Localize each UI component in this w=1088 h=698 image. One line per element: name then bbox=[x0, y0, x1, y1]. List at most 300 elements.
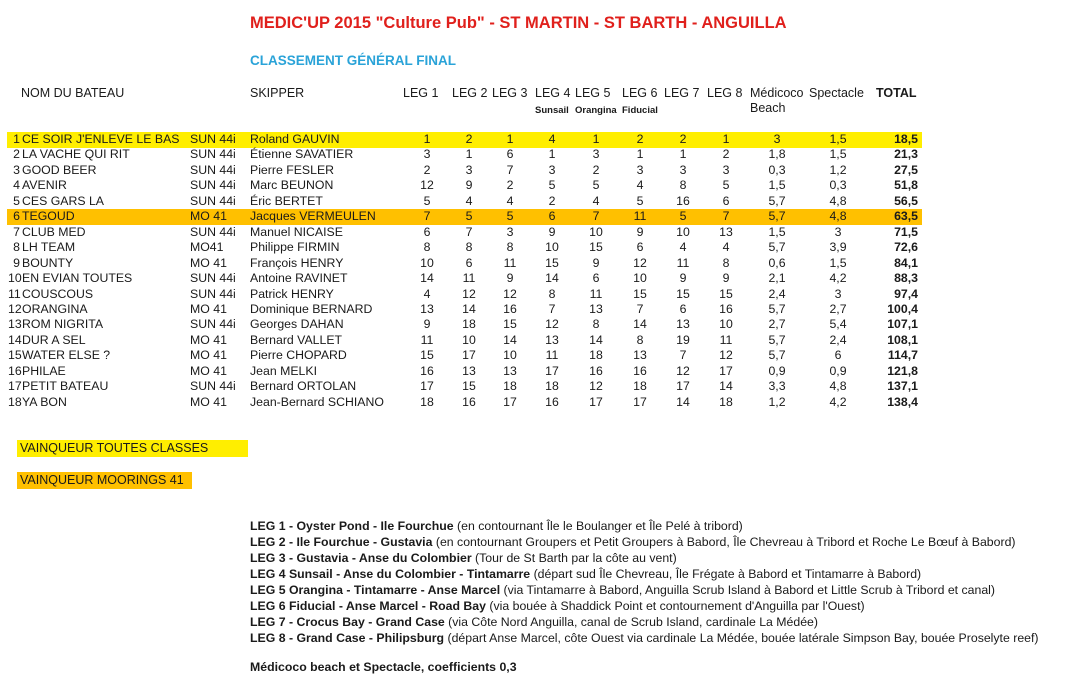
boat-cell: ORANGINA bbox=[22, 301, 88, 316]
leg4-cell: 11 bbox=[545, 348, 559, 363]
boat-type-cell: SUN 44i bbox=[190, 162, 236, 177]
skipper-cell: Dominique BERNARD bbox=[250, 301, 373, 316]
total-cell: 56,5 bbox=[894, 193, 918, 208]
leg3-cell: 1 bbox=[506, 132, 514, 146]
medicoco-cell: 5,7 bbox=[768, 193, 786, 208]
leg2-cell: 1 bbox=[465, 147, 473, 162]
skipper-cell: Pierre CHOPARD bbox=[250, 348, 347, 363]
leg6-cell: 2 bbox=[636, 132, 644, 146]
leg7-cell: 7 bbox=[679, 348, 687, 363]
leg8-cell: 14 bbox=[719, 379, 733, 394]
total-cell: 114,7 bbox=[887, 348, 918, 363]
header-sub-orangina: Orangina bbox=[575, 105, 617, 116]
skipper-cell: Roland GAUVIN bbox=[250, 132, 340, 146]
medicoco-cell: 2,1 bbox=[768, 271, 786, 286]
boat-cell: LH TEAM bbox=[22, 240, 76, 255]
leg4-cell: 6 bbox=[548, 209, 556, 224]
leg7-cell: 10 bbox=[676, 224, 690, 239]
medicoco-cell: 1,5 bbox=[768, 224, 786, 239]
leg4-cell: 5 bbox=[548, 178, 556, 193]
leg6-cell: 14 bbox=[633, 317, 647, 332]
rank-cell: 2 bbox=[13, 147, 20, 162]
legend-leg-detail: (départ sud Île Chevreau, Île Frégate à Babord et Tintamarre à Babord) bbox=[530, 567, 922, 581]
header-boat: NOM DU BATEAU bbox=[21, 86, 125, 100]
rank-cell: 15 bbox=[8, 348, 22, 363]
leg5-cell: 6 bbox=[592, 271, 600, 286]
header-leg8: LEG 8 bbox=[707, 86, 743, 100]
leg1-cell: 1 bbox=[423, 132, 431, 146]
skipper-cell: Jean-Bernard SCHIANO bbox=[250, 394, 384, 409]
table-row bbox=[0, 302, 1088, 318]
leg1-cell: 2 bbox=[423, 162, 431, 177]
leg3-cell: 3 bbox=[506, 224, 514, 239]
leg3-cell: 4 bbox=[506, 193, 514, 208]
skipper-cell: Étienne SAVATIER bbox=[250, 147, 354, 162]
leg4-cell: 10 bbox=[545, 240, 559, 255]
leg3-cell: 12 bbox=[503, 286, 517, 301]
leg3-cell: 11 bbox=[503, 255, 517, 270]
boat-type-cell: SUN 44i bbox=[190, 224, 236, 239]
medicoco-cell: 0,6 bbox=[768, 255, 786, 270]
leg6-cell: 9 bbox=[636, 224, 644, 239]
leg4-cell: 1 bbox=[548, 147, 556, 162]
legend-leg-detail: (Tour de St Barth par la côte au vent) bbox=[471, 551, 677, 565]
leg5-cell: 12 bbox=[589, 379, 603, 394]
leg7-cell: 4 bbox=[679, 240, 687, 255]
table-row bbox=[0, 240, 1088, 256]
header-leg6: LEG 6 bbox=[622, 86, 658, 100]
rank-cell: 4 bbox=[13, 178, 20, 193]
leg2-cell: 11 bbox=[462, 271, 476, 286]
legend-leg-title: LEG 7 - Crocus Bay - Grand Case bbox=[250, 615, 445, 629]
spectacle-cell: 3,9 bbox=[829, 240, 847, 255]
boat-cell: BOUNTY bbox=[22, 255, 74, 270]
header-leg4: LEG 4 bbox=[535, 86, 571, 100]
leg3-cell: 8 bbox=[506, 240, 514, 255]
total-cell: 63,5 bbox=[894, 209, 918, 224]
spectacle-cell: 0,3 bbox=[829, 178, 847, 193]
leg3-cell: 6 bbox=[506, 147, 514, 162]
leg2-cell: 6 bbox=[465, 255, 473, 270]
spectacle-cell: 0,9 bbox=[829, 363, 847, 378]
leg8-cell: 6 bbox=[722, 193, 730, 208]
leg4-cell: 12 bbox=[545, 317, 559, 332]
header-spectacle: Spectacle bbox=[809, 86, 864, 100]
leg7-cell: 12 bbox=[676, 363, 690, 378]
total-cell: 97,4 bbox=[894, 286, 918, 301]
leg7-cell: 3 bbox=[679, 162, 687, 177]
leg6-cell: 4 bbox=[636, 178, 644, 193]
legend-leg-detail: (départ Anse Marcel, côte Ouest via cardinale La Médée, bouée latérale Simpson Bay, bouée Proselyte reef) bbox=[444, 631, 1039, 645]
spectacle-cell: 3 bbox=[834, 224, 842, 239]
leg6-cell: 3 bbox=[636, 162, 644, 177]
spectacle-cell: 2,4 bbox=[829, 332, 847, 347]
leg3-cell: 13 bbox=[503, 363, 517, 378]
leg8-cell: 10 bbox=[719, 317, 733, 332]
medicoco-cell: 1,2 bbox=[768, 394, 786, 409]
leg4-cell: 7 bbox=[548, 301, 556, 316]
leg2-cell: 15 bbox=[462, 379, 476, 394]
table-row bbox=[0, 317, 1088, 333]
leg2-cell: 12 bbox=[462, 286, 476, 301]
spectacle-cell: 1,5 bbox=[829, 255, 847, 270]
boat-cell: WATER ELSE ? bbox=[22, 348, 111, 363]
rank-cell: 13 bbox=[8, 317, 22, 332]
boat-cell: DUR A SEL bbox=[22, 332, 86, 347]
skipper-cell: Patrick HENRY bbox=[250, 286, 334, 301]
leg6-cell: 18 bbox=[633, 379, 647, 394]
medicoco-cell: 2,7 bbox=[768, 317, 786, 332]
medicoco-cell: 5,7 bbox=[768, 301, 786, 316]
leg1-cell: 12 bbox=[420, 178, 434, 193]
rank-cell: 16 bbox=[8, 363, 22, 378]
rank-cell: 8 bbox=[13, 240, 20, 255]
leg5-cell: 7 bbox=[592, 209, 600, 224]
rank-cell: 5 bbox=[13, 193, 20, 208]
leg4-cell: 18 bbox=[545, 379, 559, 394]
leg7-cell: 5 bbox=[679, 209, 687, 224]
header-sub-sunsail: Sunsail bbox=[535, 105, 569, 116]
table-row bbox=[0, 178, 1088, 194]
spectacle-cell: 1,5 bbox=[829, 147, 847, 162]
leg2-cell: 7 bbox=[465, 224, 473, 239]
medicoco-cell: 2,4 bbox=[768, 286, 786, 301]
leg2-cell: 16 bbox=[462, 394, 476, 409]
medicoco-cell: 5,7 bbox=[768, 209, 786, 224]
rank-cell: 14 bbox=[8, 332, 22, 347]
boat-type-cell: MO41 bbox=[190, 240, 224, 255]
leg7-cell: 16 bbox=[676, 193, 690, 208]
total-cell: 18,5 bbox=[894, 132, 918, 146]
leg1-cell: 9 bbox=[423, 317, 431, 332]
leg6-cell: 15 bbox=[633, 286, 647, 301]
boat-type-cell: SUN 44i bbox=[190, 379, 236, 394]
leg5-cell: 5 bbox=[592, 178, 600, 193]
leg3-cell: 17 bbox=[503, 394, 517, 409]
boat-cell: CLUB MED bbox=[22, 224, 86, 239]
leg8-cell: 17 bbox=[719, 363, 733, 378]
legend-line bbox=[250, 535, 1016, 549]
leg4-cell: 8 bbox=[548, 286, 556, 301]
leg5-cell: 8 bbox=[592, 317, 600, 332]
header-leg2: LEG 2 bbox=[452, 86, 488, 100]
spectacle-cell: 3 bbox=[834, 286, 842, 301]
legend-leg-detail: (via Côte Nord Anguilla, canal de Scrub Island, cardinale La Médée) bbox=[444, 615, 818, 629]
leg6-cell: 7 bbox=[636, 301, 644, 316]
boat-type-cell: SUN 44i bbox=[190, 132, 236, 146]
leg8-cell: 7 bbox=[722, 209, 730, 224]
rank-cell: 6 bbox=[13, 209, 20, 224]
winner-all-classes: VAINQUEUR TOUTES CLASSES bbox=[17, 440, 248, 457]
legend-leg-title: LEG 3 - Gustavia - Anse du Colombier bbox=[250, 551, 472, 565]
table-row bbox=[0, 395, 1088, 411]
medicoco-cell: 0,9 bbox=[768, 363, 786, 378]
boat-type-cell: SUN 44i bbox=[190, 147, 236, 162]
header-skipper: SKIPPER bbox=[250, 86, 305, 100]
leg5-cell: 14 bbox=[589, 332, 603, 347]
leg1-cell: 17 bbox=[420, 379, 434, 394]
table-row bbox=[0, 271, 1088, 287]
total-cell: 21,3 bbox=[894, 147, 918, 162]
leg7-cell: 9 bbox=[679, 271, 687, 286]
table-row bbox=[0, 194, 1088, 210]
spectacle-cell: 4,2 bbox=[829, 271, 847, 286]
legend-line bbox=[250, 615, 818, 629]
legend-leg-title: LEG 4 Sunsail - Anse du Colombier - Tintamarre bbox=[250, 567, 531, 581]
skipper-cell: Philippe FIRMIN bbox=[250, 240, 340, 255]
spectacle-cell: 4,8 bbox=[829, 379, 847, 394]
coefficients-note: Médicoco beach et Spectacle, coefficients 0,3 bbox=[250, 660, 517, 674]
boat-type-cell: MO 41 bbox=[190, 332, 227, 347]
leg5-cell: 16 bbox=[589, 363, 603, 378]
legend-leg-title: LEG 2 - Ile Fourchue - Gustavia bbox=[250, 535, 433, 549]
spectacle-cell: 4,8 bbox=[829, 209, 847, 224]
rank-cell: 18 bbox=[8, 394, 22, 409]
table-row bbox=[0, 147, 1088, 163]
leg1-cell: 15 bbox=[420, 348, 434, 363]
leg5-cell: 11 bbox=[589, 286, 603, 301]
header-sub-fiducial: Fiducial bbox=[622, 105, 658, 116]
header-leg5: LEG 5 bbox=[575, 86, 611, 100]
leg1-cell: 18 bbox=[420, 394, 434, 409]
rank-cell: 1 bbox=[13, 132, 20, 146]
spectacle-cell: 1,5 bbox=[829, 132, 847, 146]
spectacle-cell: 5,4 bbox=[829, 317, 847, 332]
boat-cell: GOOD BEER bbox=[22, 162, 97, 177]
boat-type-cell: SUN 44i bbox=[190, 317, 236, 332]
leg3-cell: 16 bbox=[503, 301, 517, 316]
leg2-cell: 14 bbox=[462, 301, 476, 316]
leg1-cell: 6 bbox=[423, 224, 431, 239]
rank-cell: 12 bbox=[8, 301, 22, 316]
boat-type-cell: MO 41 bbox=[190, 255, 227, 270]
table-row bbox=[0, 348, 1088, 364]
skipper-cell: Antoine RAVINET bbox=[250, 271, 348, 286]
leg4-cell: 3 bbox=[548, 162, 556, 177]
spectacle-cell: 4,2 bbox=[829, 394, 847, 409]
medicoco-cell: 0,3 bbox=[768, 162, 786, 177]
total-cell: 121,8 bbox=[887, 363, 918, 378]
legend-leg-detail: (via Tintamarre à Babord, Anguilla Scrub Island à Babord et Little Scrub à Tribord et canal) bbox=[500, 583, 995, 597]
boat-cell: TEGOUD bbox=[22, 209, 75, 224]
leg8-cell: 8 bbox=[722, 255, 730, 270]
legend-leg-detail: (en contournant Groupers et Petit Groupers à Babord, Île Chevreau à Tribord et Roche Le Bœuf à Babord) bbox=[432, 535, 1016, 549]
rank-cell: 17 bbox=[8, 379, 22, 394]
boat-type-cell: MO 41 bbox=[190, 301, 227, 316]
boat-type-cell: SUN 44i bbox=[190, 178, 236, 193]
rank-cell: 7 bbox=[13, 224, 20, 239]
page-subtitle: CLASSEMENT GÉNÉRAL FINAL bbox=[250, 53, 457, 68]
legend-leg-title: LEG 1 - Oyster Pond - Ile Fourchue bbox=[250, 519, 454, 533]
legend-line bbox=[250, 567, 921, 581]
medicoco-cell: 5,7 bbox=[768, 332, 786, 347]
leg7-cell: 19 bbox=[676, 332, 690, 347]
spectacle-cell: 4,8 bbox=[829, 193, 847, 208]
total-cell: 100,4 bbox=[887, 301, 918, 316]
legend-leg-detail: (via bouée à Shaddick Point et contournement d'Anguilla par l'Ouest) bbox=[485, 599, 865, 613]
total-cell: 108,1 bbox=[887, 332, 918, 347]
leg2-cell: 3 bbox=[465, 162, 473, 177]
rank-cell: 3 bbox=[13, 162, 20, 177]
leg7-cell: 17 bbox=[676, 379, 690, 394]
legend-leg-title: LEG 8 - Grand Case - Philipsburg bbox=[250, 631, 445, 645]
boat-type-cell: SUN 44i bbox=[190, 193, 236, 208]
leg8-cell: 4 bbox=[722, 240, 730, 255]
leg4-cell: 15 bbox=[545, 255, 559, 270]
leg4-cell: 9 bbox=[548, 224, 556, 239]
boat-cell: ROM NIGRITA bbox=[22, 317, 104, 332]
boat-type-cell: MO 41 bbox=[190, 209, 227, 224]
leg7-cell: 11 bbox=[676, 255, 690, 270]
leg2-cell: 18 bbox=[462, 317, 476, 332]
boat-cell: CES GARS LA bbox=[22, 193, 105, 208]
leg5-cell: 15 bbox=[589, 240, 603, 255]
leg5-cell: 18 bbox=[589, 348, 603, 363]
leg5-cell: 3 bbox=[592, 147, 600, 162]
skipper-cell: Bernard VALLET bbox=[250, 332, 343, 347]
leg5-cell: 1 bbox=[592, 132, 600, 146]
skipper-cell: Bernard ORTOLAN bbox=[250, 379, 357, 394]
leg6-cell: 10 bbox=[633, 271, 647, 286]
leg2-cell: 2 bbox=[465, 132, 473, 146]
leg4-cell: 17 bbox=[545, 363, 559, 378]
leg2-cell: 8 bbox=[465, 240, 473, 255]
legend-line bbox=[250, 551, 677, 565]
leg4-cell: 4 bbox=[548, 132, 556, 146]
rank-cell: 9 bbox=[13, 255, 20, 270]
boat-type-cell: SUN 44i bbox=[190, 271, 236, 286]
medicoco-cell: 3,3 bbox=[768, 379, 786, 394]
medicoco-cell: 5,7 bbox=[768, 348, 786, 363]
leg8-cell: 18 bbox=[719, 394, 733, 409]
skipper-cell: Jean MELKI bbox=[250, 363, 317, 378]
leg3-cell: 5 bbox=[506, 209, 514, 224]
boat-type-cell: MO 41 bbox=[190, 348, 227, 363]
table-row bbox=[0, 225, 1088, 241]
header-leg3: LEG 3 bbox=[492, 86, 528, 100]
leg8-cell: 3 bbox=[722, 162, 730, 177]
table-row bbox=[0, 379, 1088, 395]
medicoco-cell: 3 bbox=[773, 132, 781, 146]
skipper-cell: Pierre FESLER bbox=[250, 162, 335, 177]
boat-cell: YA BON bbox=[22, 394, 67, 409]
leg5-cell: 13 bbox=[589, 301, 603, 316]
header-medicoco: Médicoco bbox=[750, 86, 804, 100]
skipper-cell: Georges DAHAN bbox=[250, 317, 344, 332]
total-cell: 51,8 bbox=[894, 178, 918, 193]
skipper-cell: Jacques VERMEULEN bbox=[250, 209, 376, 224]
leg1-cell: 7 bbox=[423, 209, 431, 224]
leg1-cell: 8 bbox=[423, 240, 431, 255]
leg6-cell: 13 bbox=[633, 348, 647, 363]
leg2-cell: 10 bbox=[462, 332, 476, 347]
leg7-cell: 1 bbox=[679, 147, 687, 162]
leg7-cell: 8 bbox=[679, 178, 687, 193]
leg2-cell: 13 bbox=[462, 363, 476, 378]
leg1-cell: 3 bbox=[423, 147, 431, 162]
leg6-cell: 8 bbox=[636, 332, 644, 347]
header-leg1: LEG 1 bbox=[403, 86, 439, 100]
leg6-cell: 1 bbox=[636, 147, 644, 162]
boat-cell: AVENIR bbox=[22, 178, 67, 193]
legend-leg-title: LEG 5 Orangina - Tintamarre - Anse Marcel bbox=[250, 583, 501, 597]
leg5-cell: 9 bbox=[592, 255, 600, 270]
table-row bbox=[0, 132, 1088, 148]
leg8-cell: 16 bbox=[719, 301, 733, 316]
leg2-cell: 9 bbox=[465, 178, 473, 193]
table-row bbox=[0, 364, 1088, 380]
table-row bbox=[0, 209, 1088, 225]
leg4-cell: 16 bbox=[545, 394, 559, 409]
boat-cell: COUSCOUS bbox=[22, 286, 94, 301]
boat-cell: LA VACHE QUI RIT bbox=[22, 147, 130, 162]
leg5-cell: 2 bbox=[592, 162, 600, 177]
boat-type-cell: SUN 44i bbox=[190, 286, 236, 301]
rank-cell: 11 bbox=[8, 286, 21, 301]
spectacle-cell: 1,2 bbox=[829, 162, 847, 177]
leg6-cell: 5 bbox=[636, 193, 644, 208]
leg1-cell: 13 bbox=[420, 301, 434, 316]
leg3-cell: 2 bbox=[506, 178, 514, 193]
leg6-cell: 17 bbox=[633, 394, 647, 409]
leg3-cell: 7 bbox=[506, 162, 514, 177]
leg7-cell: 13 bbox=[676, 317, 690, 332]
leg3-cell: 9 bbox=[506, 271, 514, 286]
leg1-cell: 4 bbox=[423, 286, 431, 301]
total-cell: 137,1 bbox=[887, 379, 918, 394]
skipper-cell: Marc BEUNON bbox=[250, 178, 334, 193]
leg2-cell: 4 bbox=[465, 193, 473, 208]
leg6-cell: 16 bbox=[633, 363, 647, 378]
leg5-cell: 4 bbox=[592, 193, 600, 208]
leg7-cell: 14 bbox=[676, 394, 690, 409]
leg8-cell: 9 bbox=[722, 271, 730, 286]
leg3-cell: 15 bbox=[503, 317, 517, 332]
leg7-cell: 2 bbox=[679, 132, 687, 146]
skipper-cell: Manuel NICAISE bbox=[250, 224, 343, 239]
table-row bbox=[0, 163, 1088, 179]
medicoco-cell: 5,7 bbox=[768, 240, 786, 255]
leg4-cell: 13 bbox=[545, 332, 559, 347]
leg2-cell: 5 bbox=[465, 209, 473, 224]
medicoco-cell: 1,8 bbox=[768, 147, 786, 162]
leg4-cell: 2 bbox=[548, 193, 556, 208]
total-cell: 138,4 bbox=[887, 394, 918, 409]
page-title: MEDIC'UP 2015 "Culture Pub" - ST MARTIN - ST BARTH - ANGUILLA bbox=[250, 14, 787, 32]
legend-line bbox=[250, 519, 743, 533]
leg1-cell: 11 bbox=[420, 332, 434, 347]
leg1-cell: 14 bbox=[420, 271, 434, 286]
skipper-cell: Éric BERTET bbox=[250, 193, 323, 208]
leg1-cell: 16 bbox=[420, 363, 434, 378]
leg1-cell: 5 bbox=[423, 193, 431, 208]
header-medicoco-beach: Beach bbox=[750, 101, 786, 115]
table-row bbox=[0, 256, 1088, 272]
total-cell: 71,5 bbox=[894, 224, 918, 239]
boat-cell: EN EVIAN TOUTES bbox=[22, 271, 133, 286]
leg6-cell: 6 bbox=[636, 240, 644, 255]
total-cell: 72,6 bbox=[894, 240, 918, 255]
leg3-cell: 18 bbox=[503, 379, 517, 394]
leg8-cell: 12 bbox=[719, 348, 733, 363]
total-cell: 88,3 bbox=[894, 271, 918, 286]
leg8-cell: 1 bbox=[722, 132, 730, 146]
leg1-cell: 10 bbox=[420, 255, 434, 270]
legend-line bbox=[250, 599, 865, 613]
boat-cell: CE SOIR J'ENLEVE LE BAS bbox=[22, 132, 180, 146]
header-total: TOTAL bbox=[876, 86, 917, 100]
legend-leg-detail: (en contournant Île le Boulanger et Île Pelé à tribord) bbox=[453, 519, 743, 533]
